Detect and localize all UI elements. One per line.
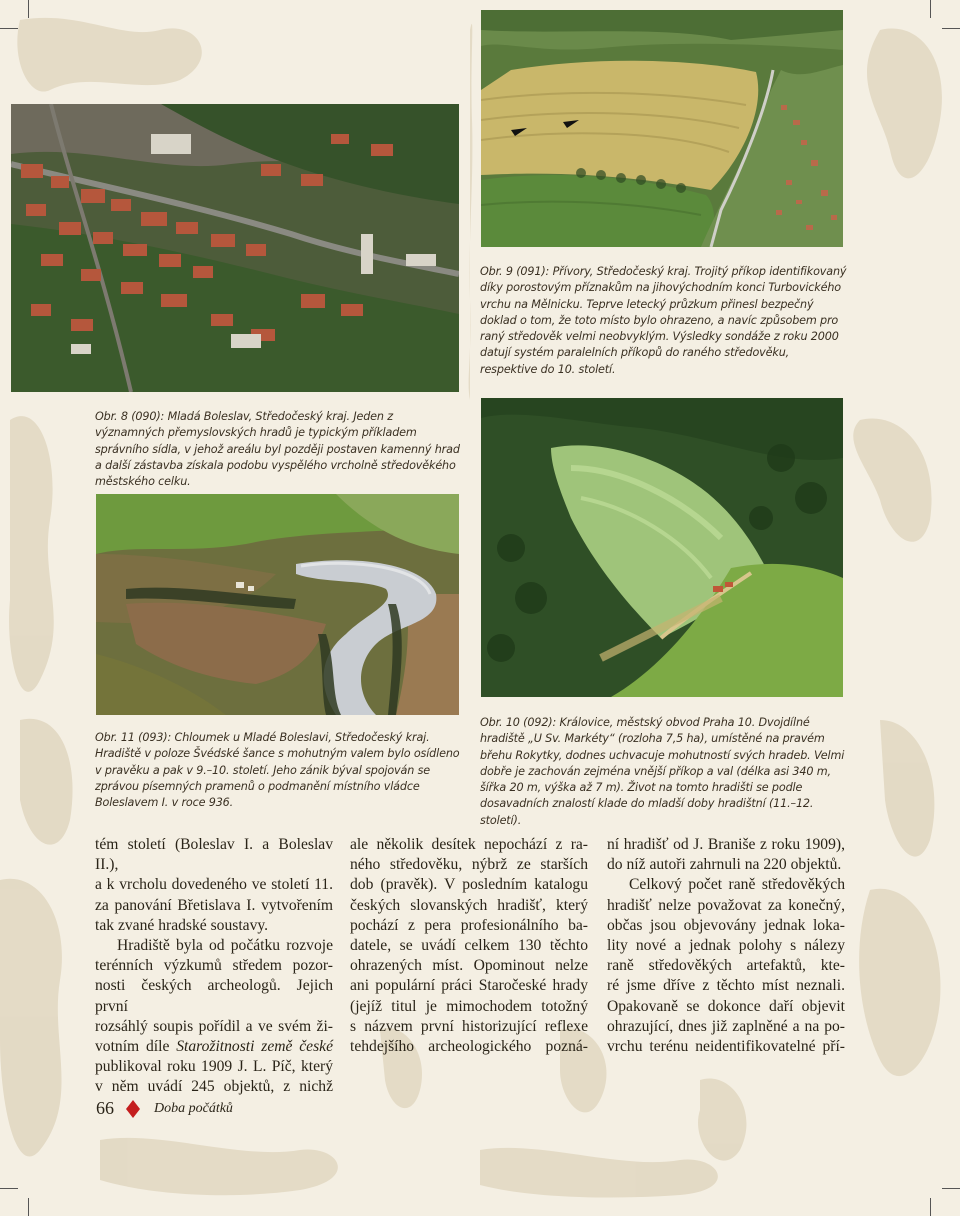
text-line: nosti českých archeologů. Jejich první	[95, 977, 333, 1015]
page-number: 66	[96, 1098, 114, 1118]
text-line: ného středověku, nýbrž ze starších	[350, 856, 588, 874]
text-line: Celkový počet raně středověkých	[629, 876, 845, 894]
diamond-icon	[126, 1100, 140, 1118]
text-line: ani populární práci Staročeské hrady	[350, 977, 588, 995]
paragraph	[350, 835, 588, 1057]
text-line: raně středověkých artefaktů, kte-	[607, 957, 845, 975]
text-line: s názvem první historizující reflexe	[350, 1017, 588, 1035]
text-line: pochází z pera profesionálního ba-	[350, 916, 588, 934]
aerial-fields-icon	[481, 10, 843, 247]
text-column-2	[350, 835, 588, 1057]
text-line: českých slovanských hradišť, který	[350, 896, 588, 914]
photo-fig10	[481, 398, 843, 697]
text-line: do níž autoři zahrnuli na 220 objektů.	[607, 856, 842, 874]
aerial-town-icon	[11, 104, 459, 392]
crop-mark	[0, 1188, 18, 1189]
paragraph	[607, 835, 845, 875]
section-title: Doba počátků	[154, 1101, 233, 1116]
text-line: datele, se uvádí celkem 130 těchto	[350, 937, 588, 955]
crop-mark	[0, 28, 18, 29]
text-line: vrchu terénu neidentifikovatelné pří-	[607, 1038, 845, 1056]
text-line: občas jsou objevovány jednak loka-	[607, 916, 845, 934]
photo-fig11	[96, 494, 459, 715]
text-line: ré jsme dříve z těchto míst neznali.	[607, 977, 845, 995]
text-line: v něm uvádí 245 objektů, z nichž	[95, 1078, 333, 1096]
text-line	[95, 1037, 333, 1057]
aerial-forest-clearing-icon	[481, 398, 843, 697]
text-line: ní hradišť od J. Braniše z roku 1909),	[607, 836, 845, 853]
text-line: ale několik desítek nepochází z ra-	[350, 836, 588, 853]
text-line: Hradiště byla od počátku rozvoje	[117, 937, 333, 955]
text-line: tak zvané hradské soustavy.	[95, 916, 269, 934]
text-line: publikoval roku 1909 J. L. Píč, který	[95, 1058, 333, 1076]
crop-mark	[28, 0, 29, 18]
text-line: za panování Břetislava I. vytvořením	[95, 896, 333, 914]
book-title: Starožitnosti země české	[176, 1038, 333, 1056]
text-line: hradišť nelze považovat za konečný,	[607, 896, 845, 914]
text-fragment: votním díle	[95, 1038, 177, 1056]
text-column-1	[95, 835, 333, 1098]
text-line: tehdejšího archeologického pozná-	[350, 1038, 588, 1056]
text-line: ohrazující, dnes již zaplněné a na po-	[607, 1017, 845, 1035]
caption-fig11: Obr. 11 (093): Chloumek u Mladé Boleslavi, Středočeský kraj. Hradiště v poloze Švédské šance s mohutným valem bylo osídleno v pravěku a pak v 9.–10. století. Jeho zánik býval spojován se zprávou písemných pramenů o podmanění místního vládce Boleslavem I. v roce 936.	[95, 731, 460, 810]
crop-mark	[942, 1188, 960, 1189]
text-line: terénních výzkumů středem pozor-	[95, 957, 333, 975]
crop-mark	[930, 0, 931, 18]
crop-mark	[930, 1198, 931, 1216]
text-line: lity nové a jednak polohy s nálezy	[607, 937, 845, 955]
text-line: (jejíž titul je mimochodem totožný	[350, 997, 588, 1015]
paragraph	[607, 875, 845, 1057]
crop-mark	[942, 28, 960, 29]
crop-mark	[28, 1198, 29, 1216]
paragraph	[95, 936, 333, 1098]
text-line: rozsáhlý soupis pořídil a ve svém ži-	[95, 1017, 333, 1035]
text-line: Opakovaně se dokonce daří objevit	[607, 997, 845, 1015]
text-line: a k vrcholu dovedeného ve století 11.	[95, 876, 333, 894]
paragraph	[95, 835, 333, 936]
photo-fig8	[11, 104, 459, 392]
text-line: tém století (Boleslav I. a Boleslav II.),	[95, 836, 333, 874]
photo-fig9	[481, 10, 843, 247]
aerial-river-bend-icon	[96, 494, 459, 715]
text-line: ohrazených míst. Opominout nelze	[350, 957, 588, 975]
caption-fig10: Obr. 10 (092): Královice, městský obvod Praha 10. Dvojdílné hradiště „U Sv. Markéty“ (rozloha 7,5 ha), umístěné na pravém břehu Rokytky, dodnes uchvacuje mohutností svých hradeb. Velmi dobře je zachován zejména vnější příkop a val (délka asi 340 m, šířka 20 m, výška až 7 m). Život na tomto hradišti se podle dosavadních znalostí klade do mladší doby hradištní (11.–12. století).	[480, 716, 845, 827]
caption-fig9: Obr. 9 (091): Přívory, Středočeský kraj. Trojitý příkop identifikovaný díky porostovým příznakům na jihovýchodním konci Turbovického vrchu na Mělnicku. Teprve letecký průzkum přinesl bezpečný doklad o tom, že toto místo bylo ohrazeno, a navíc způsobem pro raný středověk velmi neobvyklým. Výsledky sondáže z roku 2000 datují systém paralelních příkopů do raného středověku, respektive do 10. století.	[480, 265, 847, 376]
text-column-3	[607, 835, 845, 1057]
text-line: dob (pravěk). V posledním katalogu	[350, 876, 588, 894]
caption-fig8: Obr. 8 (090): Mladá Boleslav, Středočeský kraj. Jeden z významných přemyslovských hradů je typickým příkladem správního sídla, v jehož areálu byl později postaven kamenný hrad a další zástavba získala podobu vyspělého vrcholně středověkého městského celku.	[95, 410, 460, 489]
